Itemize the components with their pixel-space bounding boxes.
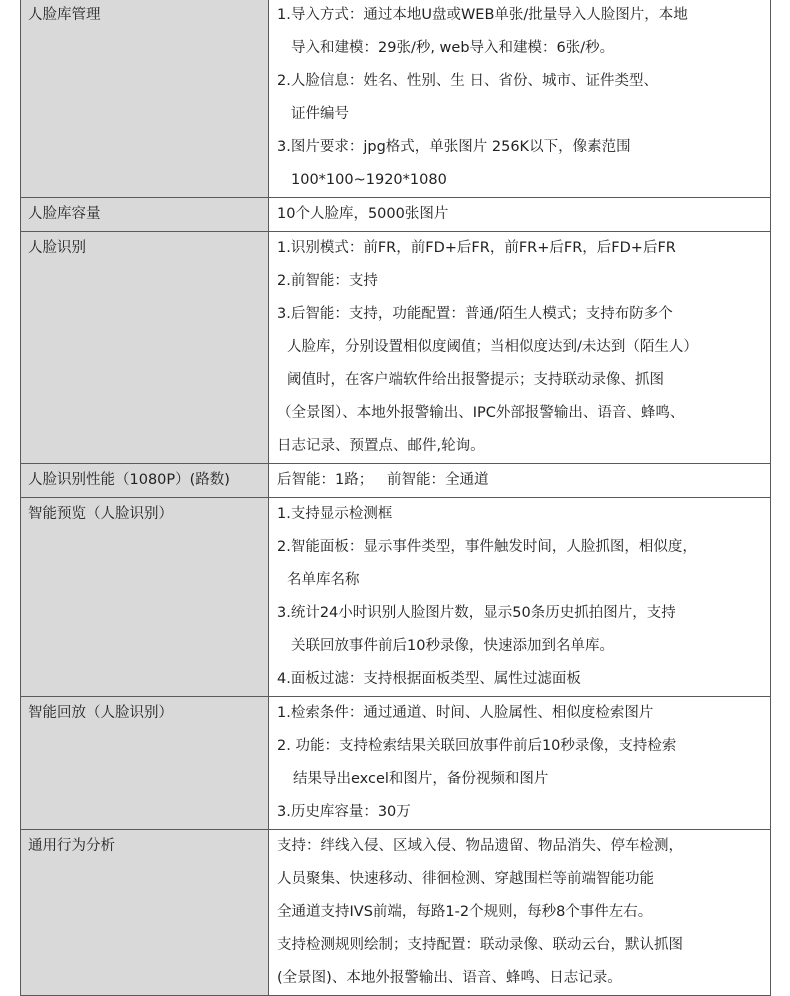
value-line: 2.前智能：支持 (277, 273, 378, 289)
value-line: 日志记录、预置点、邮件,轮询。 (277, 438, 485, 454)
table-row (21, 0, 771, 198)
table-row (21, 198, 771, 232)
value-line: (全景图)、本地外报警输出、语音、蜂鸣、日志记录。 (277, 970, 622, 986)
value-line: 1.支持显示检测框 (277, 506, 393, 522)
value-line: 人员聚集、快速移动、徘徊检测、穿越围栏等前端智能功能 (277, 871, 654, 887)
table-row (21, 697, 771, 830)
table-row (21, 464, 771, 498)
value-line: 名单库名称 (287, 572, 360, 588)
value-line: 3.图片要求：jpg格式，单张图片 256K以下，像素范围 (277, 139, 631, 155)
value-line: 全通道支持IVS前端，每路1-2个规则，每秒8个事件左右。 (277, 904, 653, 920)
value-line: 4.面板过滤：支持根据面板类型、属性过滤面板 (277, 671, 581, 687)
value-line: 导入和建模：29张/秒, web导入和建模：6张/秒。 (291, 40, 615, 56)
value-line: 1.识别模式：前FR，前FD+后FR，前FR+后FR，后FD+后FR (277, 240, 676, 256)
row-value (269, 830, 771, 996)
row-value (269, 498, 771, 697)
table-row (21, 498, 771, 697)
value-line: （全景图）、本地外报警输出、IPC外部报警输出、语音、蜂鸣、 (277, 405, 685, 421)
row-value (269, 697, 771, 830)
value-line: 100*100~1920*1080 (291, 172, 447, 188)
value-line: 支持检测规则绘制；支持配置：联动录像、联动云台，默认抓图 (277, 937, 683, 953)
value-line: 阈值时，在客户端软件给出报警提示；支持联动录像、抓图 (287, 372, 664, 388)
value-line: 1.导入方式：通过本地U盘或WEB单张/批量导入人脸图片，本地 (277, 7, 688, 23)
row-value (269, 464, 771, 498)
row-label: 智能回放（人脸识别） (21, 697, 269, 830)
value-line: 关联回放事件前后10秒录像，快速添加到名单库。 (291, 638, 614, 654)
value-line: 人脸库，分别设置相似度阈值；当相似度达到/未达到（陌生人） (287, 339, 698, 355)
row-value (269, 198, 771, 232)
value-line: 2.人脸信息：姓名、性别、生 日、省份、城市、证件类型、 (277, 73, 658, 89)
row-label: 智能预览（人脸识别） (21, 498, 269, 697)
row-value (269, 232, 771, 464)
row-label: 人脸库管理 (21, 0, 269, 198)
value-line: 2. 功能：支持检索结果关联回放事件前后10秒录像，支持检索 (277, 738, 677, 754)
table-row (21, 830, 771, 996)
value-line: 3.历史库容量：30万 (277, 804, 411, 820)
value-line: 3.统计24小时识别人脸图片数，显示50条历史抓拍图片，支持 (277, 605, 676, 621)
value-line: 后智能：1路； 前智能：全通道 (277, 472, 489, 488)
value-line: 3.后智能：支持，功能配置：普通/陌生人模式；支持布防多个 (277, 306, 673, 322)
spec-table (20, 0, 771, 996)
row-label: 通用行为分析 (21, 830, 269, 996)
table-row (21, 232, 771, 464)
value-line: 支持：绊线入侵、区域入侵、物品遗留、物品消失、停车检测， (277, 838, 683, 854)
row-label: 人脸库容量 (21, 198, 269, 232)
value-line: 2.智能面板：显示事件类型，事件触发时间，人脸抓图，相似度， (277, 539, 697, 555)
row-value (269, 0, 771, 198)
value-line: 10个人脸库，5000张图片 (277, 206, 449, 222)
value-line: 结果导出excel和图片，备份视频和图片 (293, 771, 549, 787)
value-line: 1.检索条件：通过通道、时间、人脸属性、相似度检索图片 (277, 705, 654, 721)
value-line: 证件编号 (291, 106, 349, 122)
row-label: 人脸识别 (21, 232, 269, 464)
row-label: 人脸识别性能（1080P）(路数) (21, 464, 269, 498)
